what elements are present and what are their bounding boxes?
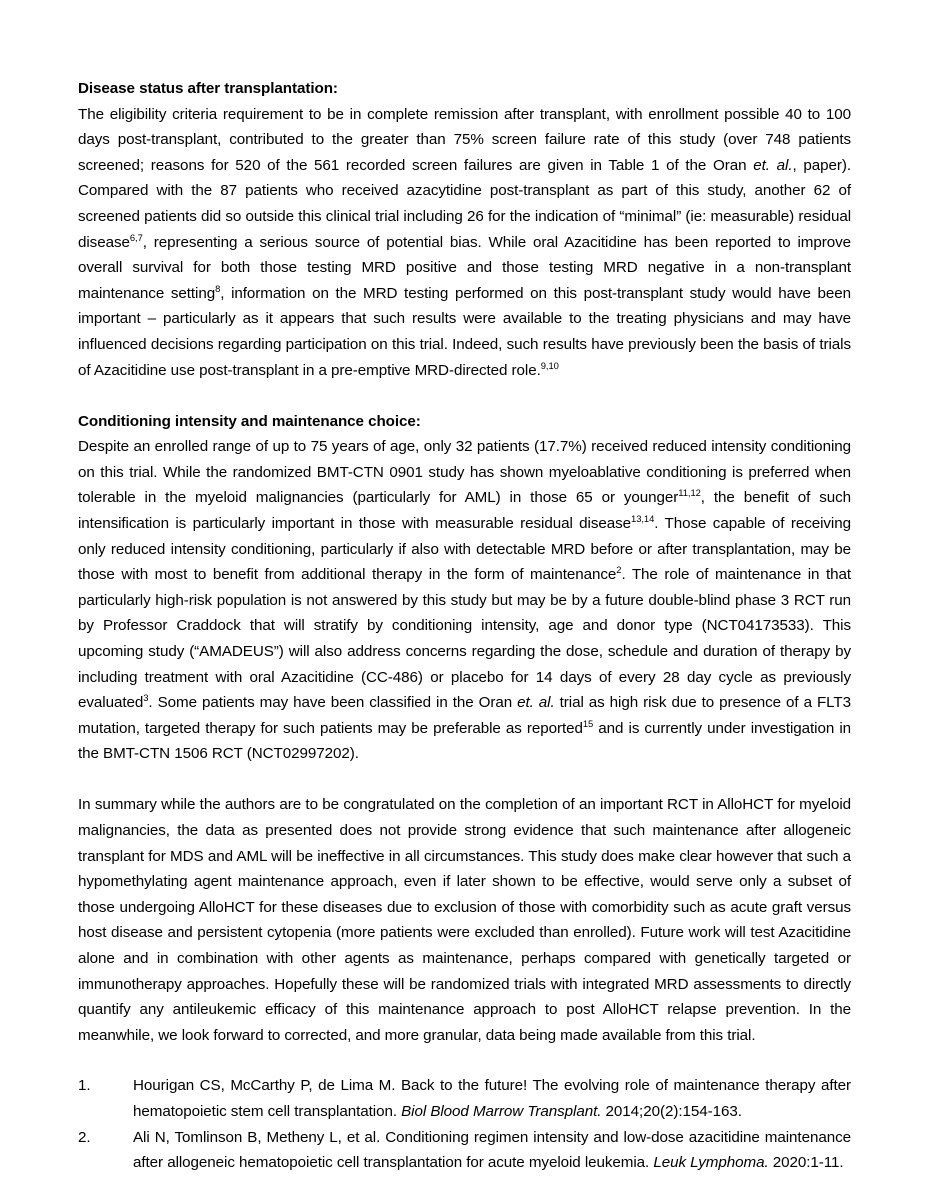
paragraph-conditioning-intensity: Despite an enrolled range of up to 75 years of age, only 32 patients (17.7%) received reduced intensity conditioning on this trial. While the randomized BMT-CTN 0901 study has shown myeloablative conditioning is preferred when tolerable in the myeloid malignancies (particularly for AML) in those 65 or younger$^{11,12}$, the benefit of such intensification is particularly important in those with measurable residual disease$^{13,14}$. Those capable of receiving only reduced intensity conditioning, particularly if also with detectable MRD before or after transplantation, may be those with most to benefit from additional therapy in the form of maintenance$^2$. The role of maintenance in that particularly high-risk population is not answered by this study but may be by a future double-blind phase 3 RCT run by Professor Craddock that will stratify by conditioning intensity, age and donor type (NCT04173533). This upcoming study (“AMADEUS”) will also address concerns regarding the dose, schedule and duration of therapy by including treatment with oral Azacitidine (CC-486) or placebo for 14 days of every 28 day cycle as previously evaluated$^3$. Some patients may have been classified in the Oran et. al. trial as high risk due to presence of a FLT3 mutation, targeted therapy for such patients may be preferable as reported$^{15}$ and is currently under investigation in the BMT-CTN 1506 RCT (NCT02997202). xyxy=(78,438,852,763)
citation-superscript: 15 xyxy=(582,717,594,729)
paragraph-spacer xyxy=(78,767,851,793)
italic-run: et. al. xyxy=(753,156,793,174)
paragraph-summary: In summary while the authors are to be congratulated on the completion of an important RCT in AlloHCT for myeloid malignancies, the data as presented does not provide strong evidence that such maintenance after allogeneic transplant for MDS and AML will be ineffective in all circumstances. This study does make clear however that such a hypomethylating agent maintenance approach, even if later shown to be effective, would serve only a subset of those undergoing AlloHCT for these diseases due to exclusion of those with comorbidity such as acute graft versus host disease and persistent cytopenia (more patients were excluded than enrolled). Future work will test Azacitidine alone and in combination with other agents as maintenance, perhaps compared with genetically targeted or immunotherapy approaches. Hopefully these will be randomized trials with integrated MRD assessments to directly quantify any antileukemic efficacy of this maintenance approach to post AlloHCT relapse prevention. In the meanwhile, we look forward to corrected, and more granular, data being made available from this trial. xyxy=(78,796,851,1044)
citation-superscript: 11,12 xyxy=(678,487,701,499)
citation-superscript: 8 xyxy=(215,282,221,294)
citation-superscript: 13,14 xyxy=(631,512,655,524)
reference-text: Ali N, Tomlinson B, Metheny L, et al. Conditioning regimen intensity and low-dose azacitidine maintenance after allogeneic hematopoietic cell transplantation for acute myeloid leukemia. Leuk Lymphoma. 2020:1-11. xyxy=(133,1128,851,1172)
reference-item xyxy=(78,1073,851,1124)
reference-number: 2. xyxy=(78,1128,91,1146)
reference-list xyxy=(78,1073,851,1175)
citation-superscript: 3 xyxy=(143,692,149,704)
italic-run: Biol Blood Marrow Transplant. xyxy=(401,1102,602,1120)
italic-run: et. al. xyxy=(517,694,555,712)
section-conditioning-intensity xyxy=(78,409,851,767)
citation-superscript: 9,10 xyxy=(540,359,559,371)
section-heading-disease-status: Disease status after transplantation: xyxy=(78,80,338,97)
citation-superscript: 2 xyxy=(616,564,622,576)
reference-number: 1. xyxy=(78,1077,91,1095)
section-disease-status xyxy=(78,76,851,383)
reference-text: Hourigan CS, McCarthy P, de Lima M. Back to the future! The evolving role of maintenance therapy after hematopoietic stem cell transplantation. Biol Blood Marrow Transplant. 2014;20(2):154-163. xyxy=(133,1077,851,1120)
document-content xyxy=(78,76,851,1176)
italic-run: Leuk Lymphoma. xyxy=(653,1154,769,1172)
section-heading-conditioning-intensity: Conditioning intensity and maintenance choice: xyxy=(78,412,421,430)
paragraph-spacer xyxy=(78,383,851,409)
reference-item xyxy=(78,1125,851,1176)
citation-superscript: 6,7 xyxy=(129,231,143,243)
paragraph-disease-status: The eligibility criteria requirement to be in complete remission after transplant, with enrollment possible 40 to 100 days post-transplant, contributed to the greater than 75% screen failure rate of this study (over 748 patients screened; reasons for 520 of the 561 recorded screen failures are given in Table 1 of the Oran et. al., paper). Compared with the 87 patients who received azacytidine post-transplant as part of this study, another 62 of screened patients did so outside this clinical trial including 26 for the indication of “minimal” (ie: measurable) residual disease$^{6,7}$, representing a serious source of potential bias. While oral Azacitidine has been reported to improve overall survival for both those testing MRD positive and those testing MRD negative in a non-transplant maintenance setting$^8$, information on the MRD testing performed on this post-transplant study would have been important – particularly as it appears that such results were available to the treating physicians and may have influenced decisions regarding participation on this trial. Indeed, such results have previously been the basis of trials of Azacitidine use post-transplant in a pre-emptive MRD-directed role.$^{9,10}$ xyxy=(78,105,852,379)
